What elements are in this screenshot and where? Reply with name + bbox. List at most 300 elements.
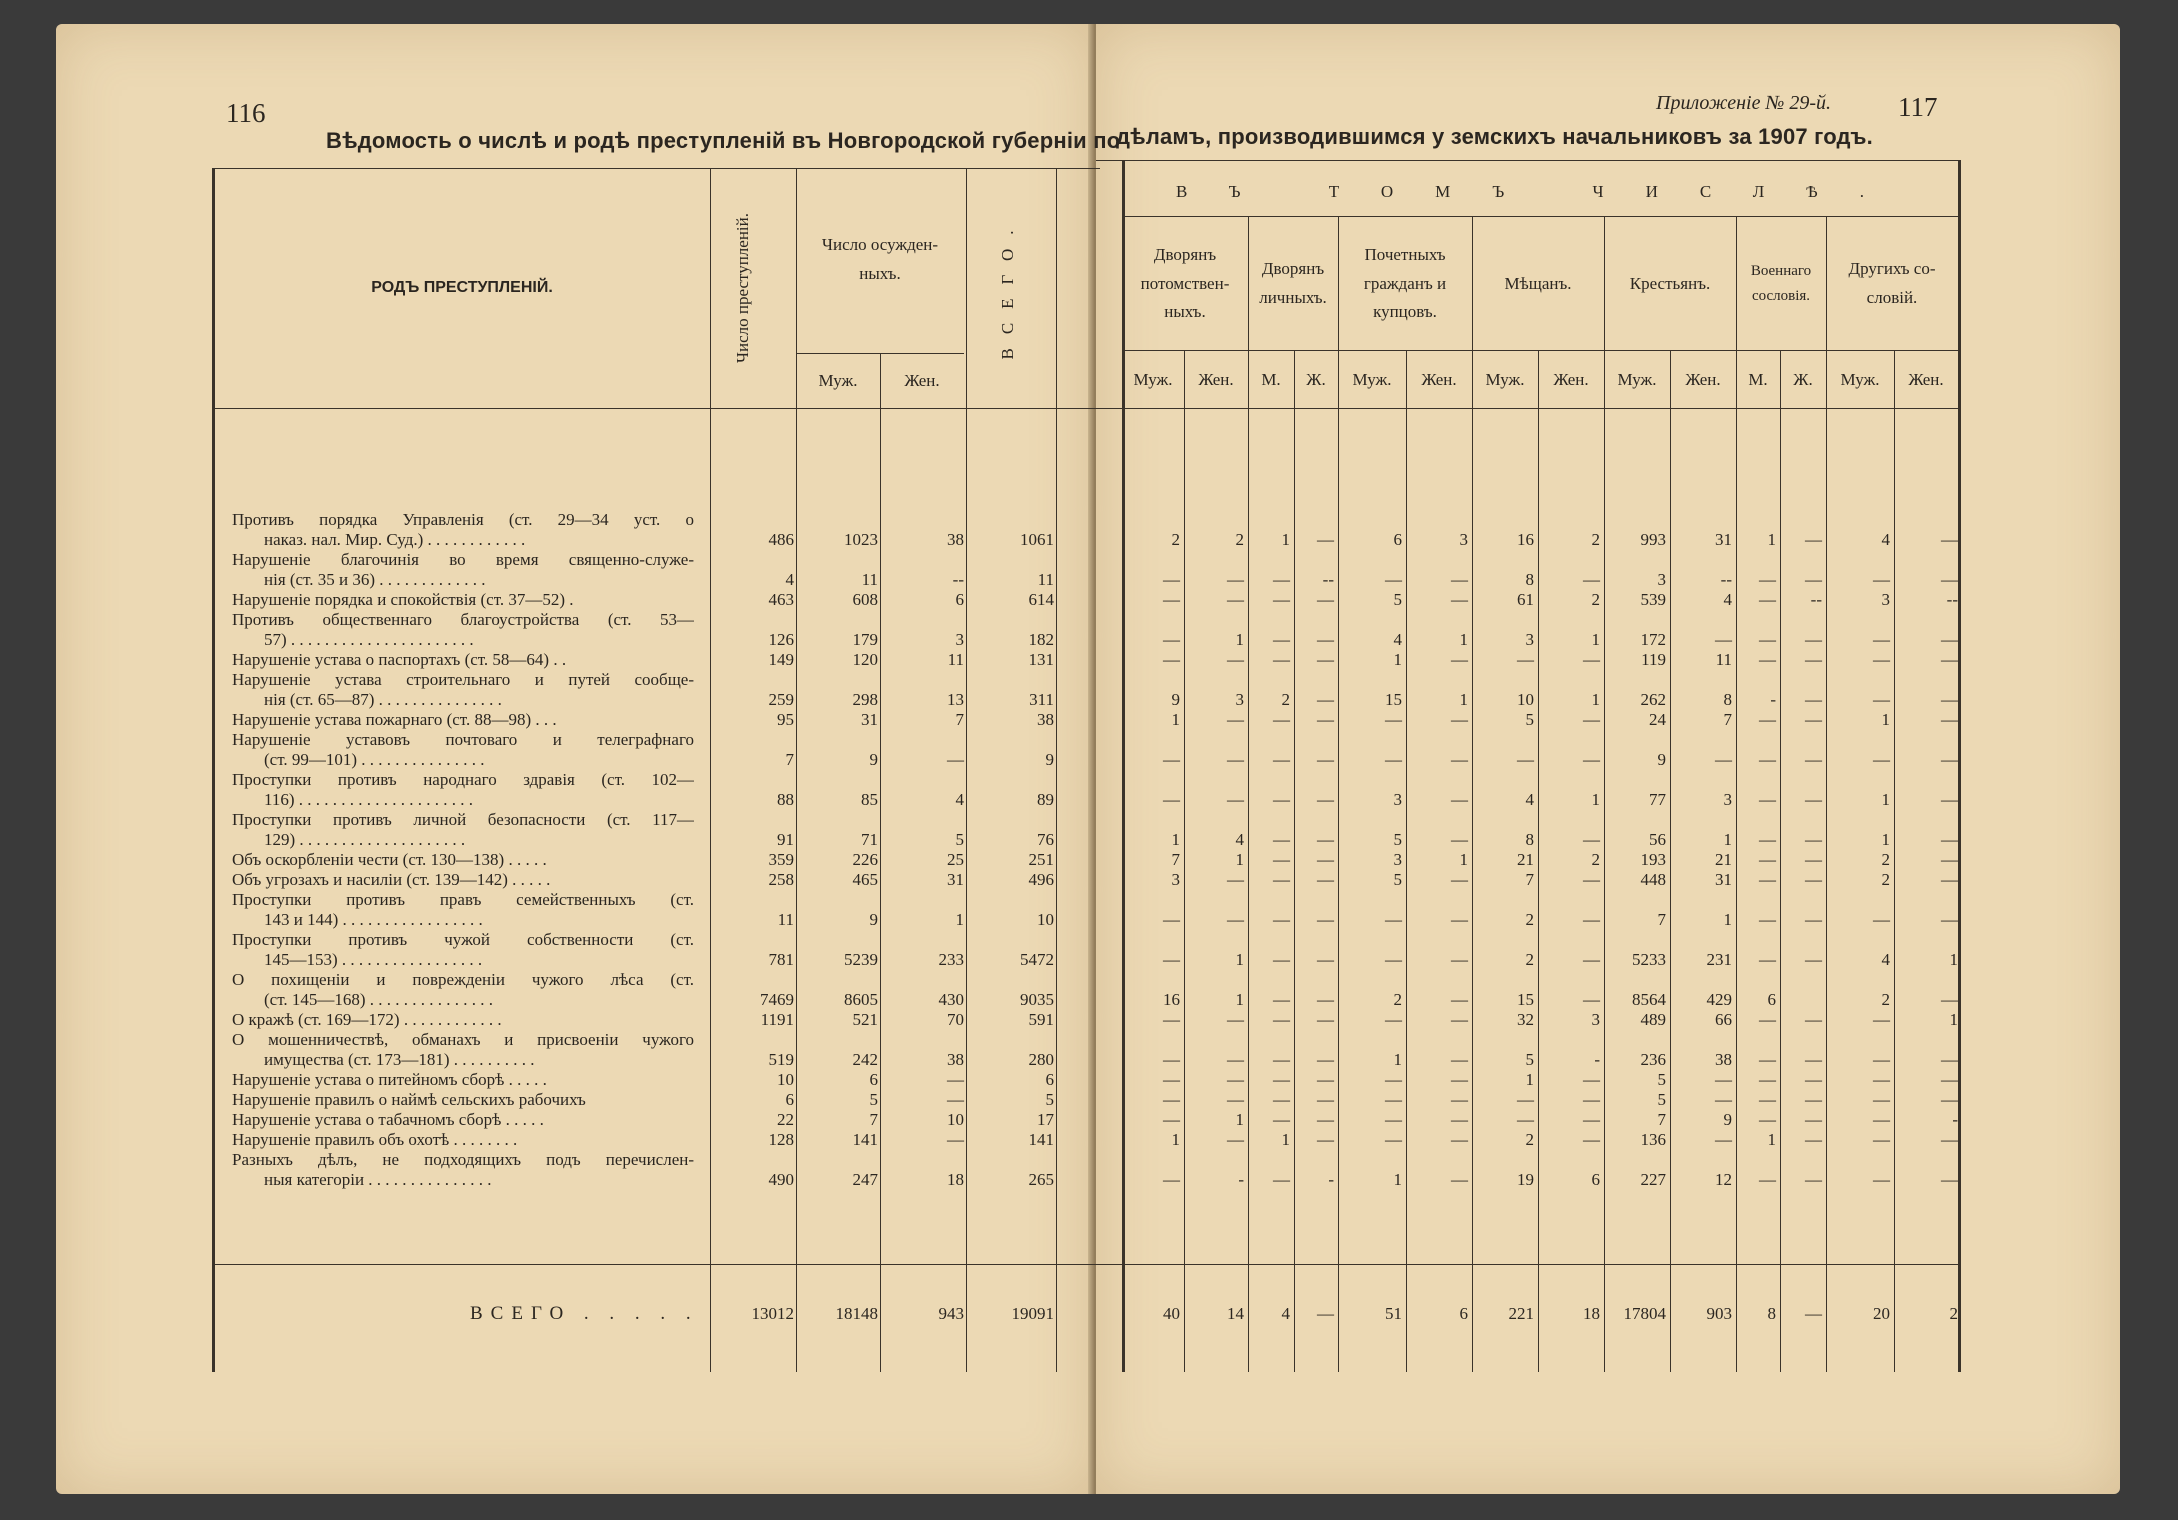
row-value: — — [1873, 1170, 1890, 1189]
row-value: 32 — [1517, 1010, 1534, 1029]
row-value: 4 — [785, 570, 794, 589]
row-value: — — [1385, 710, 1402, 729]
row-value: 242 — [852, 1050, 878, 1069]
row-value: 4 — [1393, 630, 1402, 649]
row-value: 2 — [1525, 1130, 1534, 1149]
row-value: 31 — [947, 870, 964, 889]
row-value: 11 — [1715, 650, 1732, 669]
row-value: 2 — [1881, 870, 1890, 889]
row-value: 126 — [768, 630, 794, 649]
row-value: 77 — [1649, 790, 1666, 809]
row-value: 9 — [1657, 750, 1666, 769]
row-value: — — [1759, 830, 1776, 849]
column-rule-19 — [1958, 216, 1959, 1372]
row-label: Нарушеніе устава о паспортахъ (ст. 58—64) . . — [232, 650, 567, 669]
row-value: 8605 — [844, 990, 878, 1009]
row-value: 5 — [869, 1090, 878, 1109]
row-value: — — [1759, 850, 1776, 869]
row-value: — — [1163, 630, 1180, 649]
column-rule-2 — [880, 353, 881, 1372]
total-value: 903 — [1706, 1304, 1732, 1323]
row-value: 1 — [955, 910, 964, 929]
row-value: 1 — [1393, 1170, 1402, 1189]
row-value: — — [1873, 1090, 1890, 1109]
row-value: 18 — [947, 1170, 964, 1189]
row-value: 1 — [1459, 690, 1468, 709]
column-rule-12 — [1538, 350, 1539, 1372]
row-value: 258 — [768, 870, 794, 889]
row-label: Проступки противъ народнаго здравія (ст. 102— 116) . . . . . . . . . . . . . . . . . . . . . — [232, 770, 694, 809]
total-value: 17804 — [1623, 1304, 1666, 1323]
row-value: 21 — [1715, 850, 1732, 869]
row-value: 70 — [947, 1010, 964, 1029]
row-value: -- — [1322, 570, 1334, 589]
row-value: — — [1941, 850, 1958, 869]
table-left-border — [212, 168, 215, 1372]
row-value: — — [1317, 990, 1334, 1009]
row-value: — — [947, 1070, 964, 1089]
right-page-title: дѣламъ, производившимся у земскихъ начальниковъ за 1907 годъ. — [1116, 124, 1873, 149]
row-value: — — [1805, 910, 1822, 929]
appendix-label: Приложеніе № 29-й. — [1656, 92, 1831, 114]
row-value: 463 — [768, 590, 794, 609]
total-value: 19091 — [1011, 1304, 1054, 1323]
row-value: — — [1317, 1110, 1334, 1129]
right-page-number: 117 — [1898, 92, 1938, 122]
row-value: — — [1163, 910, 1180, 929]
header-count: Число преступленій. — [733, 212, 752, 364]
row-value: 429 — [1706, 990, 1732, 1009]
row-value: — — [1941, 650, 1958, 669]
row-value: — — [1941, 790, 1958, 809]
row-value: 6 — [1591, 1170, 1600, 1189]
total-value: 221 — [1508, 1304, 1534, 1323]
row-value: 1023 — [844, 530, 878, 549]
row-value: 128 — [768, 1130, 794, 1149]
column-rule-16 — [1780, 350, 1781, 1372]
table-top-rule-right — [1096, 160, 1958, 161]
row-value: 259 — [768, 690, 794, 709]
row-value: — — [1451, 750, 1468, 769]
row-value: — — [1317, 1130, 1334, 1149]
row-value: 6 — [869, 1070, 878, 1089]
row-label: Противъ общественнаго благоустройства (ст. 53— 57) . . . . . . . . . . . . . . . . . . . . . . — [232, 610, 694, 649]
row-value: 7 — [869, 1110, 878, 1129]
row-value: — — [1227, 710, 1244, 729]
row-value: 311 — [1029, 690, 1054, 709]
row-value: — — [1805, 1070, 1822, 1089]
total-value: 6 — [1459, 1304, 1468, 1323]
row-value: — — [1583, 1110, 1600, 1129]
row-value: 95 — [777, 710, 794, 729]
row-value: 521 — [852, 1010, 878, 1029]
row-value: — — [1385, 1110, 1402, 1129]
row-value: — — [1941, 910, 1958, 929]
row-value: 1 — [1459, 630, 1468, 649]
row-value: — — [1759, 1050, 1776, 1069]
row-value: — — [1583, 910, 1600, 929]
row-value: 7 — [785, 750, 794, 769]
row-value: 1 — [1393, 1050, 1402, 1069]
row-value: 172 — [1640, 630, 1666, 649]
row-value: — — [1227, 650, 1244, 669]
row-value: 1 — [1881, 710, 1890, 729]
column-rule-4 — [1056, 168, 1057, 1372]
total-value: — — [1805, 1304, 1822, 1323]
row-value: 5233 — [1632, 950, 1666, 969]
row-value: — — [1941, 530, 1958, 549]
row-value: — — [1227, 1010, 1244, 1029]
row-value: 2 — [1881, 850, 1890, 869]
row-label: Нарушеніе порядка и спокойствія (ст. 37—52) . — [232, 590, 574, 609]
row-value: 19 — [1517, 1170, 1534, 1189]
row-value: 4 — [1525, 790, 1534, 809]
row-value: 7 — [1525, 870, 1534, 889]
row-value: — — [1583, 1130, 1600, 1149]
total-value: 2 — [1949, 1304, 1958, 1323]
row-value: 10 — [947, 1110, 964, 1129]
row-value: — — [1317, 850, 1334, 869]
total-value: 4 — [1281, 1304, 1290, 1323]
row-value: 1 — [1393, 650, 1402, 669]
row-value: 1 — [1591, 630, 1600, 649]
row-value: — — [1317, 950, 1334, 969]
row-label: Разныхъ дѣлъ, не подходящихъ подъ перечислен- ныя категоріи . . . . . . . . . . . . . . . — [232, 1150, 694, 1189]
row-value: — — [1941, 690, 1958, 709]
row-value: — — [1759, 590, 1776, 609]
row-value: 131 — [1028, 650, 1054, 669]
row-value: 2 — [1591, 530, 1600, 549]
row-value: — — [1715, 1090, 1732, 1109]
row-value: 5 — [1525, 710, 1534, 729]
row-value: - — [1952, 1110, 1958, 1129]
row-value: — — [1163, 570, 1180, 589]
row-value: 8 — [1723, 690, 1732, 709]
row-value: 31 — [1715, 870, 1732, 889]
row-label: О похищеніи и поврежденіи чужого лѣса (ст. (ст. 145—168) . . . . . . . . . . . . . . . — [232, 970, 694, 1009]
header-convicted-male: Муж. — [818, 370, 858, 390]
row-value: 9 — [869, 910, 878, 929]
row-value: — — [1759, 750, 1776, 769]
row-value: 120 — [852, 650, 878, 669]
row-value: 781 — [768, 950, 794, 969]
header-sub-13: Муж. — [1840, 369, 1880, 389]
row-value: 1 — [1767, 530, 1776, 549]
row-value: — — [1317, 1090, 1334, 1109]
row-value: 1 — [1171, 830, 1180, 849]
row-value: — — [1273, 910, 1290, 929]
row-value: 11 — [777, 910, 794, 929]
total-value: 8 — [1767, 1304, 1776, 1323]
row-value: 5 — [955, 830, 964, 849]
row-value: — — [1941, 1130, 1958, 1149]
row-value: — — [1941, 1050, 1958, 1069]
row-value: 9 — [1723, 1110, 1732, 1129]
row-value: — — [1451, 910, 1468, 929]
row-value: 16 — [1163, 990, 1180, 1009]
row-value: -- — [1810, 590, 1822, 609]
row-label: Нарушеніе устава о питейномъ сборѣ . . . . . — [232, 1070, 547, 1089]
row-value: 1 — [1949, 950, 1958, 969]
row-value: 4 — [1881, 530, 1890, 549]
row-value: 141 — [1028, 1130, 1054, 1149]
row-value: -- — [1946, 590, 1958, 609]
row-value: — — [1759, 1010, 1776, 1029]
row-value: 12 — [1715, 1170, 1732, 1189]
row-value: — — [1227, 1090, 1244, 1109]
row-value: 1061 — [1020, 530, 1054, 549]
row-value: — — [1385, 1010, 1402, 1029]
row-value: — — [1451, 1090, 1468, 1109]
header-bottom-rule-right — [1096, 408, 1958, 409]
row-value: 3 — [1881, 590, 1890, 609]
row-value: 7 — [955, 710, 964, 729]
row-value: 1 — [1235, 990, 1244, 1009]
row-value: — — [1163, 650, 1180, 669]
row-value: 10 — [777, 1070, 794, 1089]
header-group-5: Крестьянъ. — [1629, 273, 1711, 293]
row-value: — — [1227, 590, 1244, 609]
row-value: 2 — [1525, 950, 1534, 969]
row-value: — — [1163, 1170, 1180, 1189]
row-value: 5 — [1393, 830, 1402, 849]
row-value: — — [1941, 990, 1958, 1009]
row-value: 5 — [1657, 1090, 1666, 1109]
left-page-title: Вѣдомость о числѣ и родѣ преступленій въ Новгородской губерніи по — [326, 128, 1121, 153]
row-value: — — [1805, 1010, 1822, 1029]
row-value: 11 — [861, 570, 878, 589]
row-value: 38 — [1715, 1050, 1732, 1069]
row-value: — — [1227, 1070, 1244, 1089]
row-value: 7469 — [760, 990, 794, 1009]
row-value: — — [1451, 590, 1468, 609]
row-value: 85 — [861, 790, 878, 809]
row-value: 5472 — [1020, 950, 1054, 969]
row-value: 4 — [955, 790, 964, 809]
row-value: — — [947, 750, 964, 769]
row-value: — — [1385, 1090, 1402, 1109]
row-value: — — [1317, 1010, 1334, 1029]
row-value: 231 — [1706, 950, 1732, 969]
row-value: 16 — [1517, 530, 1534, 549]
row-value: 15 — [1517, 990, 1534, 1009]
row-value: -- — [1720, 570, 1732, 589]
row-value: 9 — [1171, 690, 1180, 709]
row-value: 5 — [1393, 590, 1402, 609]
total-value: 40 — [1163, 1304, 1180, 1323]
row-value: 5 — [1657, 1070, 1666, 1089]
row-value: — — [1759, 870, 1776, 889]
row-value: — — [1583, 570, 1600, 589]
row-value: — — [1385, 750, 1402, 769]
column-rule-10 — [1406, 350, 1407, 1372]
header-sub-1: Муж. — [1133, 369, 1173, 389]
header-sub-3: М. — [1261, 369, 1281, 389]
row-value: 38 — [947, 1050, 964, 1069]
row-value: 262 — [1640, 690, 1666, 709]
row-value: — — [1583, 870, 1600, 889]
header-sub-7: Муж. — [1485, 369, 1525, 389]
row-value: 182 — [1028, 630, 1054, 649]
row-value: — — [1317, 690, 1334, 709]
row-value: — — [1805, 690, 1822, 709]
row-value: 11 — [1037, 570, 1054, 589]
row-value: — — [1517, 750, 1534, 769]
row-value: 7 — [1657, 910, 1666, 929]
row-value: — — [1805, 1130, 1822, 1149]
row-value: — — [1227, 1050, 1244, 1069]
row-value: 38 — [1037, 710, 1054, 729]
row-value: 993 — [1640, 530, 1666, 549]
row-value: — — [1759, 910, 1776, 929]
row-value: — — [1715, 1070, 1732, 1089]
row-value: 91 — [777, 830, 794, 849]
row-value: — — [1227, 870, 1244, 889]
row-value: — — [1163, 1110, 1180, 1129]
row-value: — — [1451, 870, 1468, 889]
row-value: 2 — [1591, 590, 1600, 609]
row-value: 519 — [768, 1050, 794, 1069]
row-value: — — [1273, 630, 1290, 649]
row-value: 22 — [777, 1110, 794, 1129]
row-value: 1 — [1723, 830, 1732, 849]
row-value: 179 — [852, 630, 878, 649]
row-value: — — [1517, 1090, 1534, 1109]
row-value: — — [1759, 1070, 1776, 1089]
row-value: — — [1451, 1070, 1468, 1089]
row-value: 31 — [1715, 530, 1732, 549]
row-value: — — [1805, 1090, 1822, 1109]
row-value: — — [1451, 1110, 1468, 1129]
row-value: 298 — [852, 690, 878, 709]
row-value: — — [1583, 1090, 1600, 1109]
row-value: — — [1317, 750, 1334, 769]
row-value: — — [1805, 850, 1822, 869]
row-value: 25 — [947, 850, 964, 869]
row-value: — — [1873, 1010, 1890, 1029]
row-value: - — [1594, 1050, 1600, 1069]
header-sub-5: Муж. — [1352, 369, 1392, 389]
row-value: 13 — [947, 690, 964, 709]
row-value: — — [1873, 1050, 1890, 1069]
row-label: О кражѣ (ст. 169—172) . . . . . . . . . . . . — [232, 1010, 502, 1029]
row-value: — — [1163, 750, 1180, 769]
row-value: — — [1759, 1110, 1776, 1129]
row-value: — — [1163, 950, 1180, 969]
row-value: 61 — [1517, 590, 1534, 609]
row-value: 1 — [1281, 1130, 1290, 1149]
row-value: — — [1317, 590, 1334, 609]
row-value: — — [1273, 790, 1290, 809]
row-value: 226 — [852, 850, 878, 869]
row-value: — — [1273, 1090, 1290, 1109]
row-value: 1 — [1171, 1130, 1180, 1149]
row-value: 496 — [1028, 870, 1054, 889]
row-value: 2 — [1393, 990, 1402, 1009]
row-value: — — [1941, 870, 1958, 889]
row-value: 280 — [1028, 1050, 1054, 1069]
row-value: 3 — [955, 630, 964, 649]
row-value: 141 — [852, 1130, 878, 1149]
row-label: Проступки противъ чужой собственности (ст. 145—153) . . . . . . . . . . . . . . . . . — [232, 930, 694, 969]
row-value: — — [1941, 1170, 1958, 1189]
row-value: — — [1805, 530, 1822, 549]
row-value: — — [1227, 910, 1244, 929]
header-convicted: Число осужден-ныхъ. — [821, 235, 939, 283]
row-value: 10 — [1517, 690, 1534, 709]
row-value: 5 — [1525, 1050, 1534, 1069]
row-label: Нарушеніе уставовъ почтоваго и телеграфнаго (ст. 99—101) . . . . . . . . . . . . . . . — [232, 730, 694, 769]
row-value: — — [1759, 1170, 1776, 1189]
row-value: — — [1805, 870, 1822, 889]
row-label: Объ оскорбленіи чести (ст. 130—138) . . . . . — [232, 850, 547, 869]
row-value: 24 — [1649, 710, 1666, 729]
row-value: — — [1163, 1010, 1180, 1029]
column-rule-6 — [1184, 350, 1185, 1372]
row-value: 6 — [1045, 1070, 1054, 1089]
row-value: 486 — [768, 530, 794, 549]
row-value: — — [1805, 1170, 1822, 1189]
column-rule-0 — [710, 168, 711, 1372]
row-value: — — [1805, 750, 1822, 769]
row-value: — — [1941, 1090, 1958, 1109]
row-value: — — [1759, 1090, 1776, 1109]
row-value: — — [1273, 750, 1290, 769]
row-value: 88 — [777, 790, 794, 809]
row-value: 11 — [947, 650, 964, 669]
header-sub-9: Муж. — [1617, 369, 1657, 389]
row-value: — — [1941, 1070, 1958, 1089]
row-value: — — [1873, 570, 1890, 589]
row-value: — — [1163, 1050, 1180, 1069]
row-label: Нарушеніе устава пожарнаго (ст. 88—98) . . . — [232, 710, 557, 729]
row-value: — — [1273, 850, 1290, 869]
header-sub-14: Жен. — [1908, 369, 1944, 389]
left-page-number: 116 — [226, 98, 266, 128]
row-value: 1 — [1235, 1110, 1244, 1129]
row-value: 6 — [1767, 990, 1776, 1009]
total-label: ВСЕГО . . . . . — [470, 1303, 699, 1324]
row-value: — — [1451, 1050, 1468, 1069]
row-value: 7 — [1723, 710, 1732, 729]
row-value: — — [1385, 950, 1402, 969]
row-value: 2 — [1591, 850, 1600, 869]
row-value: — — [1873, 690, 1890, 709]
row-value: — — [1759, 570, 1776, 589]
row-value: 56 — [1649, 830, 1666, 849]
row-value: — — [1517, 650, 1534, 669]
row-value: -- — [952, 570, 964, 589]
row-value: 2 — [1881, 990, 1890, 1009]
row-value: 251 — [1028, 850, 1054, 869]
row-value: — — [1273, 1070, 1290, 1089]
row-value: 89 — [1037, 790, 1054, 809]
row-value: 465 — [852, 870, 878, 889]
row-value: 3 — [1591, 1010, 1600, 1029]
row-value: — — [1317, 650, 1334, 669]
row-value: 3 — [1459, 530, 1468, 549]
row-value: — — [1583, 710, 1600, 729]
row-value: — — [1385, 910, 1402, 929]
row-value: — — [1273, 1010, 1290, 1029]
row-value: 236 — [1640, 1050, 1666, 1069]
row-value: — — [1317, 530, 1334, 549]
row-value: — — [1317, 1070, 1334, 1089]
row-value: 66 — [1715, 1010, 1732, 1029]
row-value: 2 — [1525, 910, 1534, 929]
row-value: — — [1805, 650, 1822, 669]
row-value: — — [1805, 570, 1822, 589]
